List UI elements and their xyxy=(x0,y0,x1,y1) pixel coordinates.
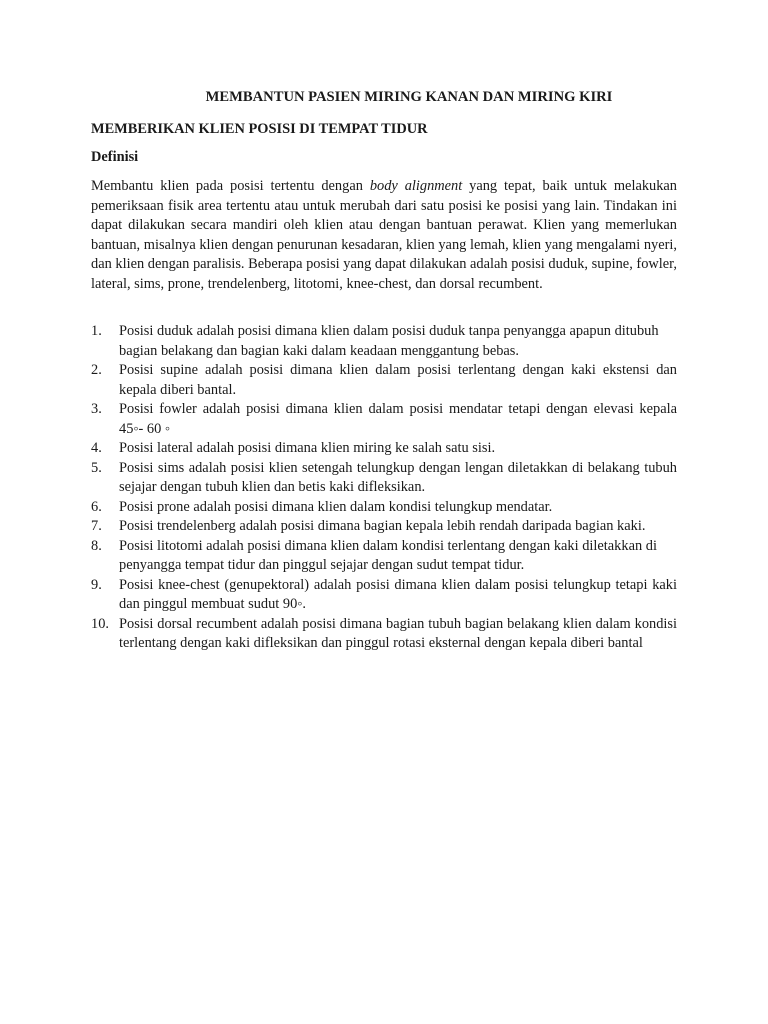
list-number: 4. xyxy=(91,440,102,456)
list-item xyxy=(91,400,677,439)
list-number: 10. xyxy=(91,615,109,632)
definition-paragraph xyxy=(91,177,677,294)
list-item xyxy=(91,361,677,400)
list-number: 3. xyxy=(91,401,102,417)
list-text: Posisi litotomi adalah posisi dimana klien dalam kondisi terlentang dengan kaki diletakkan di penyangga tempat tidur dan pinggul sejajar dengan sudut tempat tidur. xyxy=(119,537,657,573)
definition-heading: Definisi xyxy=(91,149,139,165)
list-item xyxy=(91,576,677,615)
definition-text-before: Membantu klien pada posisi tertentu dengan xyxy=(91,178,370,194)
list-item xyxy=(91,498,677,518)
list-text: Posisi sims adalah posisi klien setengah telungkup dengan lengan diletakkan di belakang tubuh sejajar dengan tubuh klien dan betis kaki difleksikan. xyxy=(119,459,677,495)
list-number: 7. xyxy=(91,518,102,534)
list-text: Posisi fowler adalah posisi dimana klien dalam posisi mendatar tetapi dengan elevasi kepala 45◦- 60 ◦ xyxy=(119,401,677,437)
list-number: 5. xyxy=(91,459,102,476)
list-item xyxy=(91,517,677,537)
list-text: Posisi supine adalah posisi dimana klien dalam posisi terlentang dengan kaki ekstensi dan kepala diberi bantal. xyxy=(119,362,677,398)
list-item xyxy=(91,459,677,498)
list-item xyxy=(91,537,677,576)
definition-text-after: yang tepat, baik untuk melakukan pemeriksaan fisik area tertentu atau untuk merubah dari satu posisi ke posisi yang lain. Tindakan ini dapat dilakukan secara mandiri oleh klien atau dengan bantuan perawat. Klien yang memerlukan bantuan, misalnya klien dengan penurunan kesadaran, klien yang lemah, klien yang mengalami nyeri, dan klien dengan paralisis. Beberapa posisi yang dapat dilakukan adalah posisi duduk, supine, fowler, lateral, sims, prone, trendelenberg, litotomi, knee-chest, dan dorsal recumbent. xyxy=(91,178,677,292)
list-text: Posisi knee-chest (genupektoral) adalah posisi dimana klien dalam posisi telungkup tetapi kaki dan pinggul membuat sudut 90◦. xyxy=(119,576,677,612)
list-number: 1. xyxy=(91,323,102,339)
list-number: 8. xyxy=(91,537,102,554)
list-number: 6. xyxy=(91,498,102,515)
list-number: 9. xyxy=(91,576,102,593)
list-item xyxy=(91,615,677,654)
list-text: Posisi duduk adalah posisi dimana klien dalam posisi duduk tanpa penyangga apapun ditubuh bagian belakang dan bagian kaki dalam keadaan menggantung bebas. xyxy=(119,323,659,359)
list-number: 2. xyxy=(91,362,102,378)
list-text: Posisi dorsal recumbent adalah posisi dimana bagian tubuh bagian belakang klien dalam kondisi terlentang dengan kaki difleksikan dan pinggul rotasi eksternal dengan kepala diberi bantal xyxy=(119,615,677,651)
list-item xyxy=(91,439,677,459)
list-text: Posisi lateral adalah posisi dimana klien miring ke salah satu sisi. xyxy=(119,440,496,456)
definition-emphasis: body alignment xyxy=(369,178,463,194)
list-text: Posisi trendelenberg adalah posisi dimana bagian kepala lebih rendah daripada bagian kaki. xyxy=(119,518,646,534)
section-heading: MEMBERIKAN KLIEN POSISI DI TEMPAT TIDUR xyxy=(91,121,428,137)
list-item xyxy=(91,322,677,361)
positions-list xyxy=(91,322,677,654)
document-title: MEMBANTUN PASIEN MIRING KANAN DAN MIRING KIRI xyxy=(205,89,613,105)
list-text: Posisi prone adalah posisi dimana klien dalam kondisi telungkup mendatar. xyxy=(119,498,553,515)
